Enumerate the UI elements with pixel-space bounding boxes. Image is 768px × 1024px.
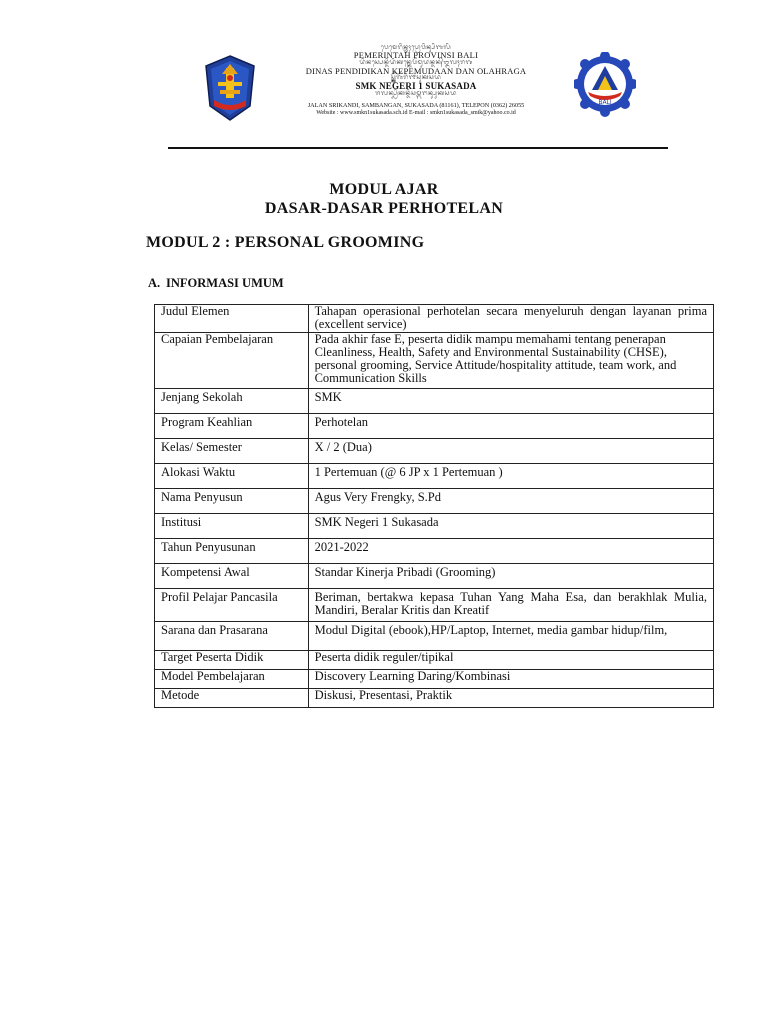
department-name: DINAS PENDIDIKAN KEPEMUDAAN DAN OLAHRAGA bbox=[305, 65, 527, 76]
table-row bbox=[155, 514, 714, 539]
row-key: Kelas/ Semester bbox=[155, 439, 309, 464]
row-value: Discovery Learning Daring/Kombinasi bbox=[308, 670, 713, 689]
module-heading: MODUL 2 : PERSONAL GROOMING bbox=[146, 234, 425, 251]
school-contact: Website : www.smkn1sukasada.sch.id E-mail : smkn1sukasada_smik@yahoo.co.id bbox=[316, 109, 516, 116]
table-row bbox=[155, 489, 714, 514]
balinese-script-line: ᬲ᭄ᬫ᭄ᬓ᭄ᬦᭂᬕᭂᬭᬶ᭑ᬲᬸᬓᬲᬤ bbox=[390, 74, 442, 82]
table-row bbox=[155, 333, 714, 389]
row-key: Jenjang Sekolah bbox=[155, 389, 309, 414]
letterhead bbox=[168, 40, 668, 150]
row-value: Beriman, bertakwa kepasa Tuhan Yang Maha Esa, dan berakhlak Mulia, Mandiri, Beralar Kritis dan Kreatif bbox=[308, 589, 713, 622]
row-key: Profil Pelajar Pancasila bbox=[155, 589, 309, 622]
row-value: 1 Pertemuan (@ 6 JP x 1 Pertemuan ) bbox=[308, 464, 713, 489]
row-key: Metode bbox=[155, 689, 309, 708]
school-emblem-icon bbox=[574, 52, 636, 118]
row-value: Tahapan operasional perhotelan secara menyeluruh dengan layanan prima (excellent service) bbox=[308, 305, 713, 333]
row-value: SMK Negeri 1 Sukasada bbox=[308, 514, 713, 539]
table-row bbox=[155, 670, 714, 689]
document-title: MODUL AJAR bbox=[329, 181, 439, 198]
row-key: Institusi bbox=[155, 514, 309, 539]
table-row bbox=[155, 589, 714, 622]
table-row bbox=[155, 305, 714, 333]
balinese-script-line: ᬧᬾᬫᬾᬭᬶᬦ᭄ᬢᬄᬧ᭄ᬭᭀᬯᬶᬦ᭄ᬲᬶᬩᬮᬶ bbox=[380, 44, 452, 51]
balinese-script-line: ᬤᬶᬦᬲ᭄ᬧᬾᬦ᭄ᬤᬶᬤᬶᬓᬦ᭄ᬓᬾᬧᭂᬫᬸᬤᬦ᭄ᬤᬦ᭄ᬑᬮᬄᬭᬕ bbox=[359, 59, 473, 67]
general-info-table bbox=[154, 304, 714, 708]
row-key: Alokasi Waktu bbox=[155, 464, 309, 489]
school-name: SMK NEGERI 1 SUKASADA bbox=[355, 80, 477, 91]
section-heading bbox=[148, 276, 284, 291]
section-label: INFORMASI UMUM bbox=[166, 276, 284, 290]
row-key: Program Keahlian bbox=[155, 414, 309, 439]
row-key: Judul Elemen bbox=[155, 305, 309, 333]
letterhead-divider bbox=[168, 147, 668, 149]
row-key: Capaian Pembelajaran bbox=[155, 333, 309, 389]
row-value: Modul Digital (ebook),HP/Laptop, Internet, media gambar hidup/film, bbox=[308, 622, 713, 651]
row-value: Diskusi, Presentasi, Praktik bbox=[308, 689, 713, 708]
row-value: Pada akhir fase E, peserta didik mampu memahami tentang penerapan Cleanliness, Health, Safety and Environmental Sustainability (CHSE), personal grooming, Service Attitude/hospitality attitude, team work, and Communication Skills bbox=[308, 333, 713, 389]
government-name: PEMERINTAH PROVINSI BALI bbox=[353, 50, 479, 61]
school-address: JALAN SRIKANDI, SAMBANGAN, SUKASADA (81161), TELEPON (0362) 26055 bbox=[307, 102, 525, 110]
table-row bbox=[155, 464, 714, 489]
row-value: 2021-2022 bbox=[308, 539, 713, 564]
row-value: Peserta didik reguler/tipikal bbox=[308, 651, 713, 670]
row-key: Tahun Penyusunan bbox=[155, 539, 309, 564]
row-key: Sarana dan Prasarana bbox=[155, 622, 309, 651]
document-subtitle: DASAR-DASAR PERHOTELAN bbox=[264, 200, 504, 217]
row-value: X / 2 (Dua) bbox=[308, 439, 713, 464]
row-value: SMK bbox=[308, 389, 713, 414]
row-value: Agus Very Frengky, S.Pd bbox=[308, 489, 713, 514]
row-key: Nama Penyusun bbox=[155, 489, 309, 514]
table-row bbox=[155, 439, 714, 464]
bali-province-emblem-icon bbox=[204, 54, 256, 122]
row-key: Model Pembelajaran bbox=[155, 670, 309, 689]
table-row bbox=[155, 622, 714, 651]
table-row bbox=[155, 689, 714, 708]
row-key: Kompetensi Awal bbox=[155, 564, 309, 589]
emblem-label: BALI bbox=[598, 99, 612, 106]
table-row bbox=[155, 564, 714, 589]
balinese-script-line: ᬚᬮᬦ᭄ᬲ᭄ᬭᬶᬓᬦ᭄ᬤᬶᬲᬫ᭄ᬩᬗᬦ᭄ᬲᬸᬓᬲᬤ bbox=[375, 90, 457, 98]
row-key: Target Peserta Didik bbox=[155, 651, 309, 670]
section-letter: A. bbox=[148, 276, 161, 290]
table-row bbox=[155, 414, 714, 439]
row-value: Perhotelan bbox=[308, 414, 713, 439]
row-value: Standar Kinerja Pribadi (Grooming) bbox=[308, 564, 713, 589]
table-row bbox=[155, 651, 714, 670]
table-row bbox=[155, 539, 714, 564]
table-row bbox=[155, 389, 714, 414]
letterhead-text bbox=[264, 45, 568, 116]
